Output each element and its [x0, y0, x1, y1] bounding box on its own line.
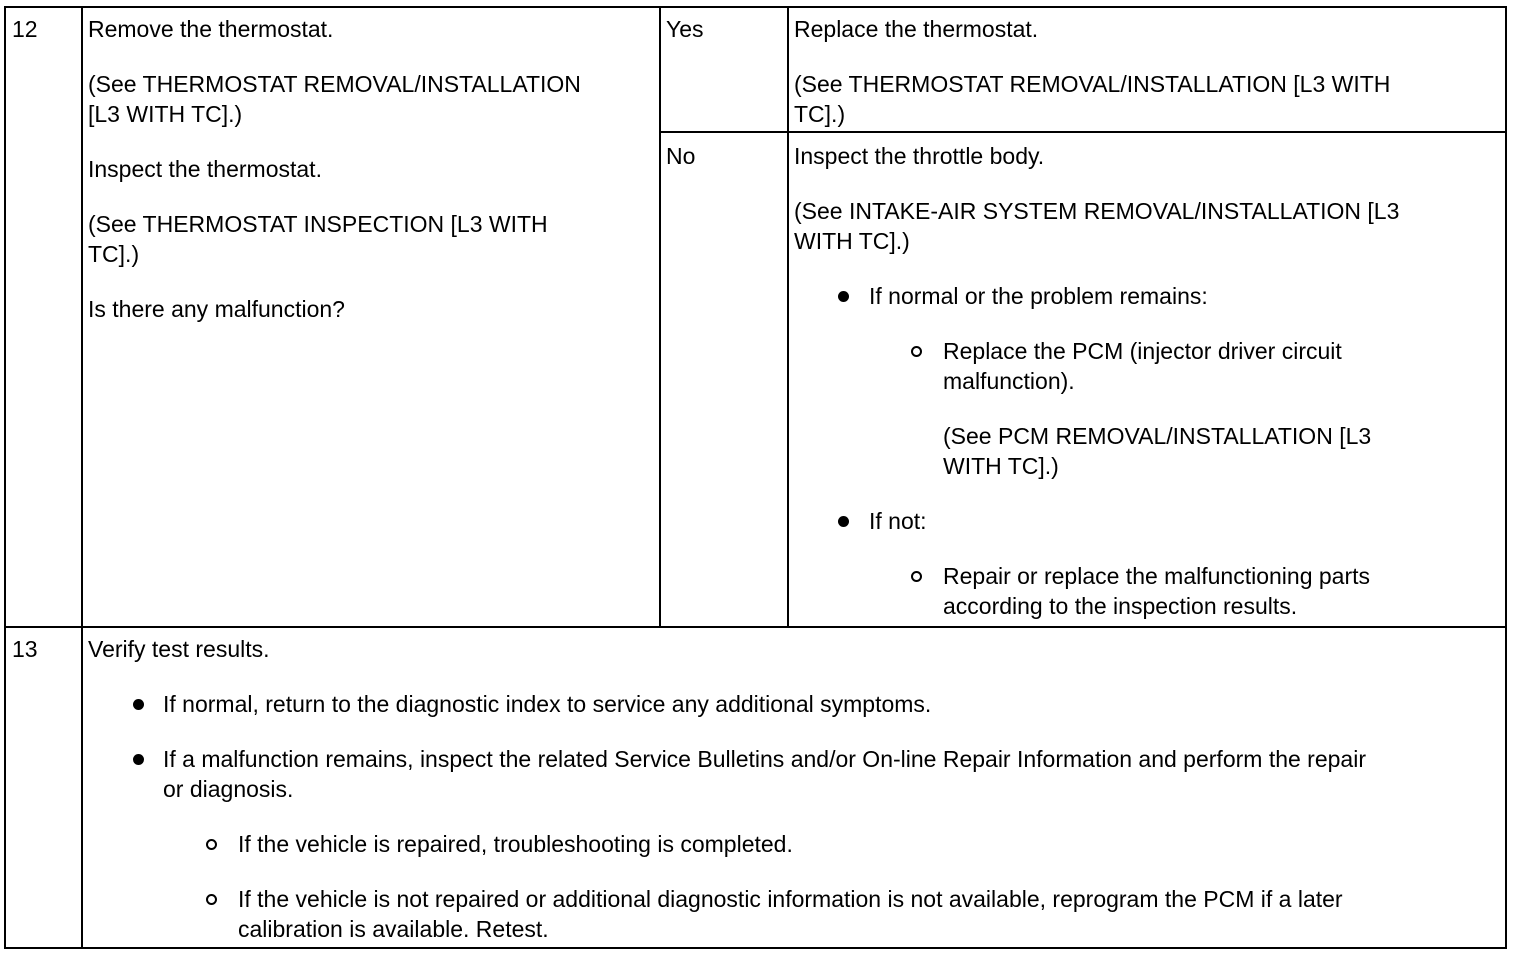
yes-result-text: Replace the thermostat. [794, 16, 1039, 42]
action-text: Remove the thermostat. [88, 16, 334, 42]
action-text: [L3 WITH TC].) [88, 101, 243, 127]
bullet-text: If normal or the problem remains: [869, 283, 1208, 309]
column-divider-action [659, 8, 661, 627]
action-text: (See THERMOSTAT REMOVAL/INSTALLATION [88, 71, 581, 97]
no-result-text: (See INTAKE-AIR SYSTEM REMOVAL/INSTALLATION [L3 [794, 198, 1400, 224]
sub-bullet-text: If the vehicle is repaired, troubleshooting is completed. [238, 831, 793, 857]
row-divider [6, 626, 1505, 628]
sub-bullet-text: according to the inspection results. [943, 593, 1298, 619]
bullet-text: If normal, return to the diagnostic index to service any additional symptoms. [163, 691, 932, 717]
column-divider-result [787, 8, 789, 627]
action-text: (See THERMOSTAT INSPECTION [L3 WITH [88, 211, 548, 237]
bullet-icon [133, 754, 144, 765]
circle-bullet-icon [911, 571, 922, 582]
table-border [4, 6, 1507, 949]
circle-bullet-icon [206, 894, 217, 905]
circle-bullet-icon [206, 839, 217, 850]
bullet-icon [838, 291, 849, 302]
circle-bullet-icon [911, 346, 922, 357]
yes-label: Yes [666, 16, 704, 42]
bullet-text: If a malfunction remains, inspect the related Service Bulletins and/or On-line Repair Information and perform the repair [163, 746, 1366, 772]
bullet-text: or diagnosis. [163, 776, 294, 802]
bullet-icon [838, 516, 849, 527]
sub-bullet-text: malfunction). [943, 368, 1075, 394]
no-result-text: WITH TC].) [794, 228, 910, 254]
action-text: Inspect the thermostat. [88, 156, 322, 182]
sub-bullet-text: WITH TC].) [943, 453, 1059, 479]
step-number: 12 [12, 16, 38, 42]
bullet-text: If not: [869, 508, 927, 534]
verify-title: Verify test results. [88, 636, 270, 662]
action-question: Is there any malfunction? [88, 296, 345, 322]
yes-result-text: TC].) [794, 101, 846, 127]
bullet-icon [133, 699, 144, 710]
no-result-text: Inspect the throttle body. [794, 143, 1045, 169]
yes-no-divider [659, 131, 1505, 133]
action-text: TC].) [88, 241, 140, 267]
no-label: No [666, 143, 696, 169]
sub-bullet-text: If the vehicle is not repaired or additional diagnostic information is not available, reprogram the PCM if a later [238, 886, 1343, 912]
column-divider-step [81, 8, 83, 947]
yes-result-text: (See THERMOSTAT REMOVAL/INSTALLATION [L3 WITH [794, 71, 1391, 97]
sub-bullet-text: Replace the PCM (injector driver circuit [943, 338, 1342, 364]
step-number: 13 [12, 636, 38, 662]
sub-bullet-text: Repair or replace the malfunctioning parts [943, 563, 1371, 589]
sub-bullet-text: calibration is available. Retest. [238, 916, 549, 942]
sub-bullet-text: (See PCM REMOVAL/INSTALLATION [L3 [943, 423, 1372, 449]
